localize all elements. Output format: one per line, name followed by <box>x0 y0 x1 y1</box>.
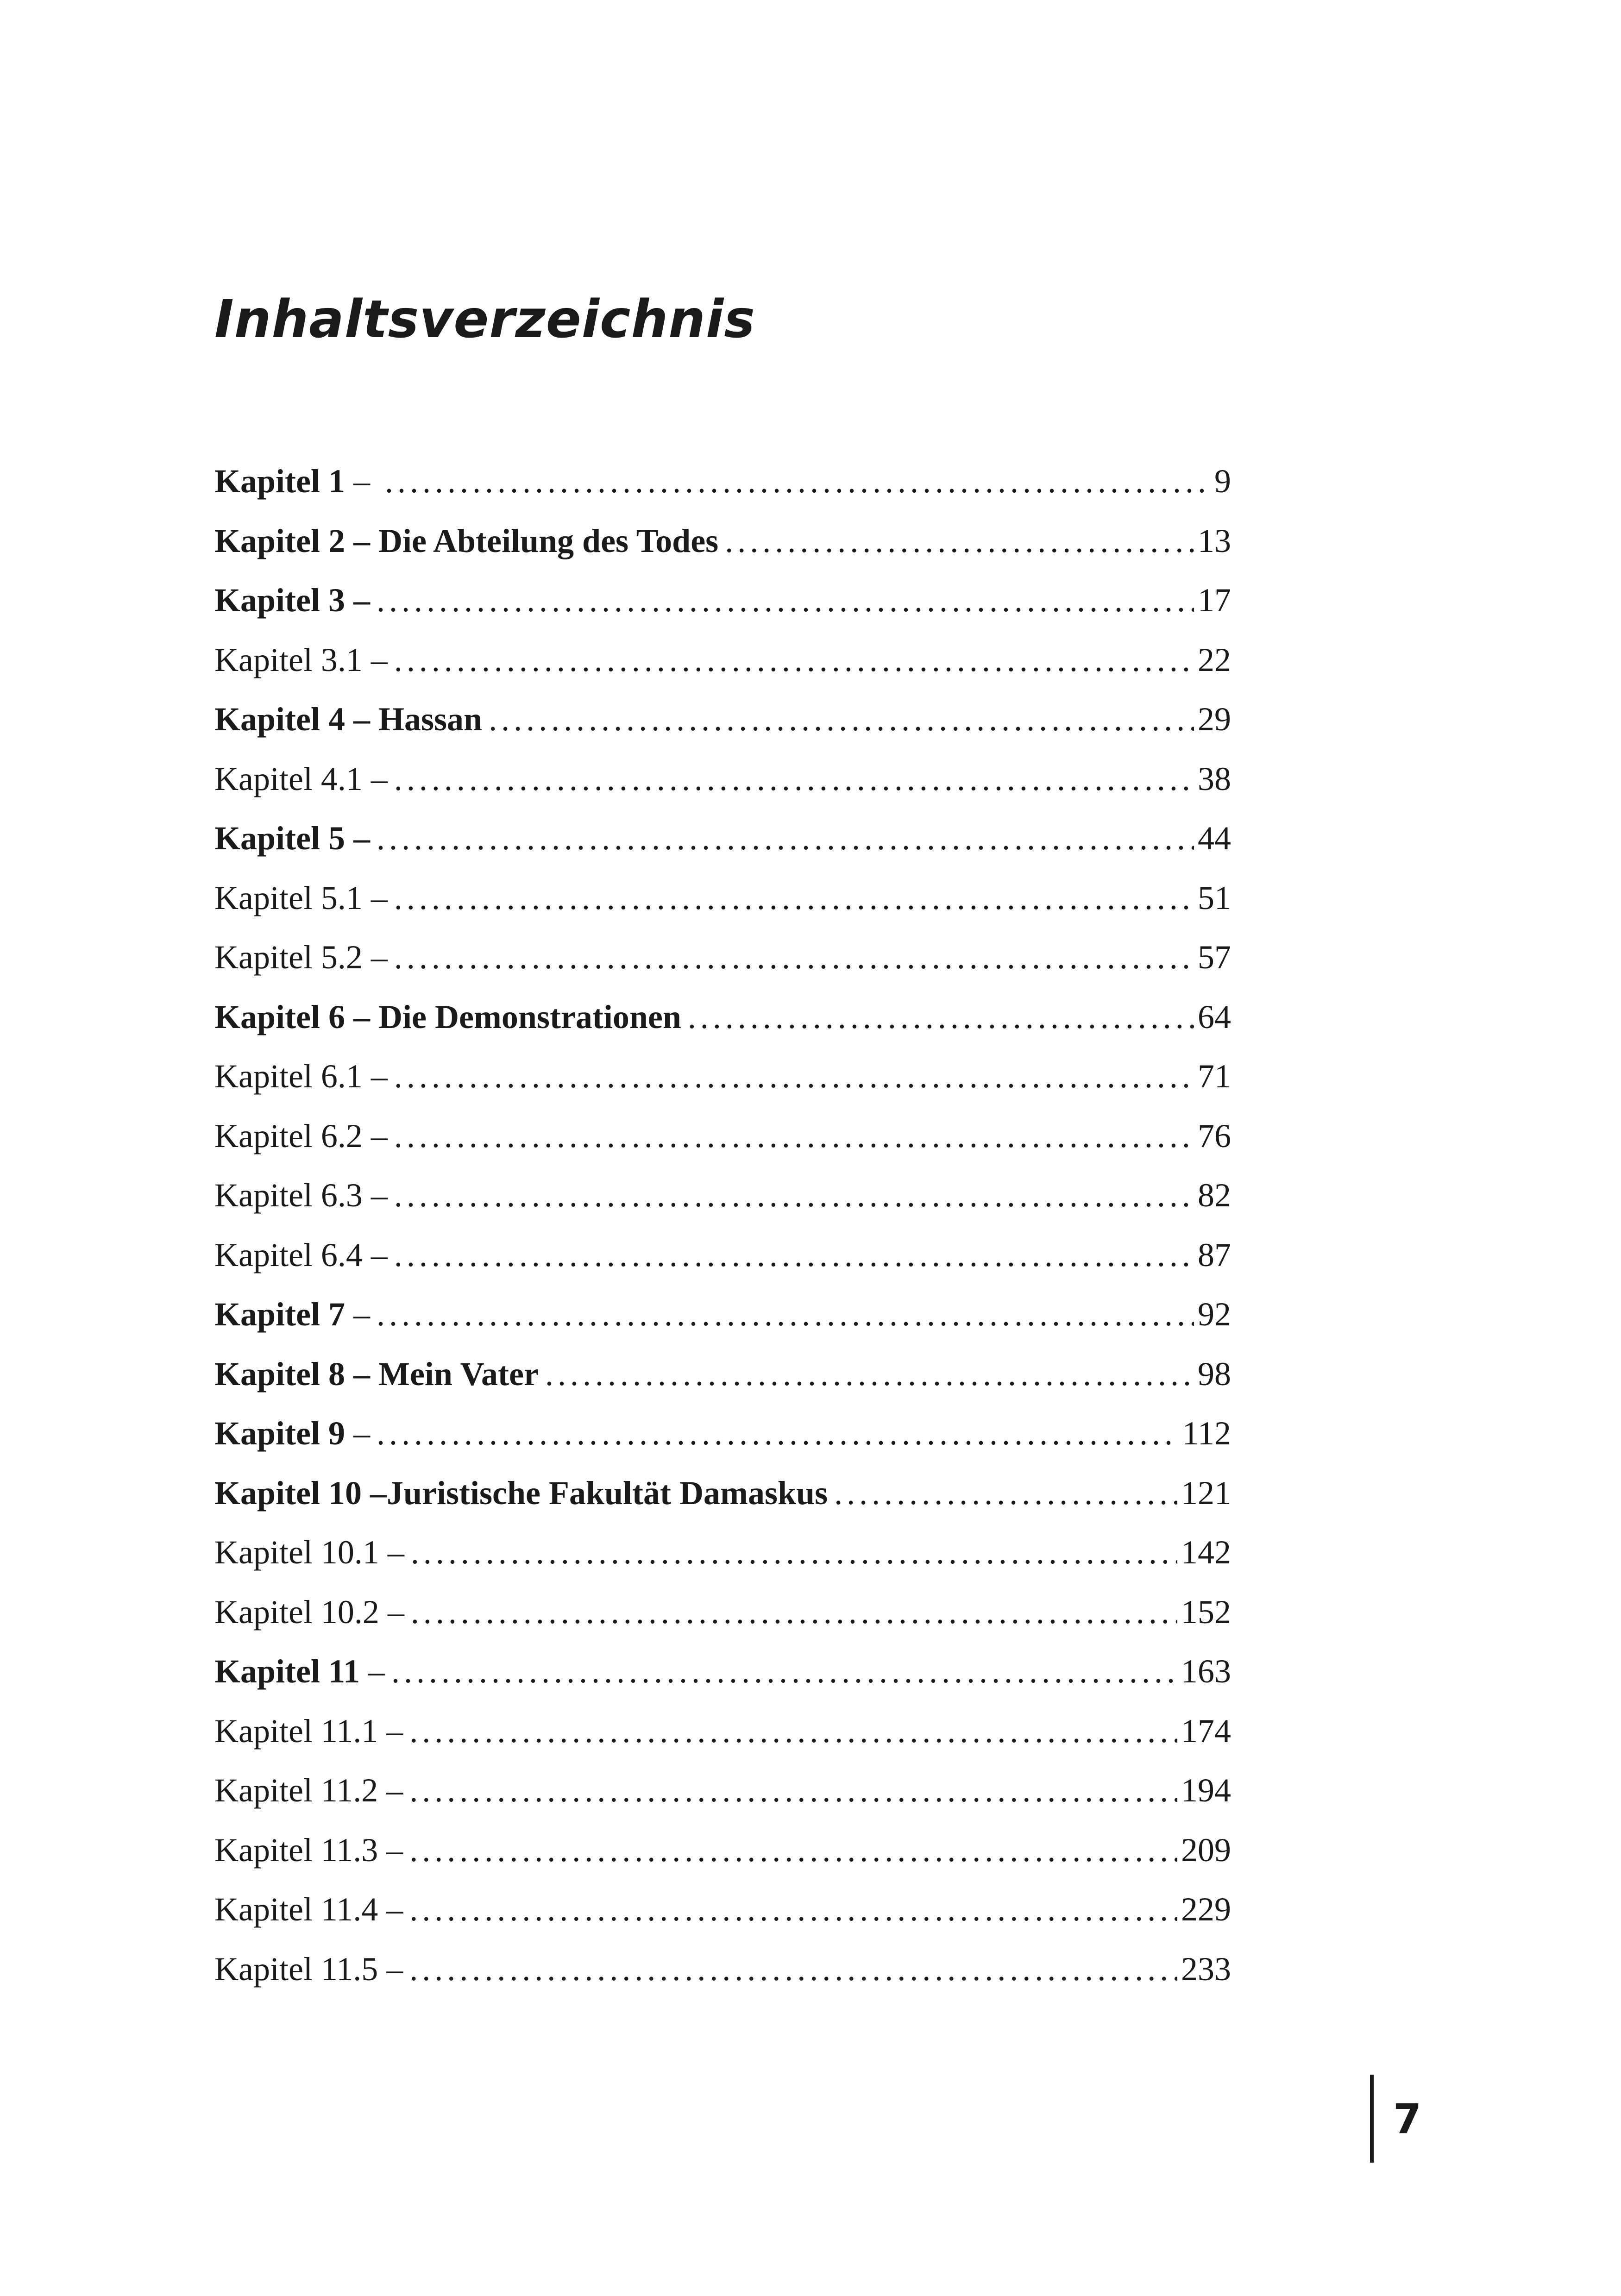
toc-dot-leader <box>394 630 1194 690</box>
toc-page-number: 71 <box>1198 1058 1231 1095</box>
toc-entry-title: Kapitel 6.4 – <box>214 1236 388 1273</box>
toc-entry-label <box>214 1166 388 1225</box>
toc-entry-title-bold: Kapitel 1 <box>214 463 345 500</box>
toc-entry <box>214 1880 1231 1939</box>
toc-page-number: 98 <box>1198 1355 1231 1393</box>
toc-dot-leader <box>409 1939 1177 1999</box>
toc-entry <box>214 1761 1231 1820</box>
toc-entry <box>214 1106 1231 1166</box>
toc-page-number: 22 <box>1198 641 1231 678</box>
toc-entry-label <box>214 690 482 749</box>
toc-entry <box>214 1404 1231 1463</box>
toc-dot-leader <box>409 1761 1177 1820</box>
toc-entry-title-bold: Kapitel 9 <box>214 1415 345 1452</box>
toc-entry-title: Kapitel 6.1 – <box>214 1058 388 1095</box>
toc-entry-title-bold: Kapitel 8 – Mein Vater <box>214 1355 539 1393</box>
toc-dot-leader <box>409 1701 1177 1761</box>
toc-page-number: 13 <box>1198 522 1231 559</box>
toc-entry-label <box>214 1344 539 1404</box>
toc-entry-label <box>214 1106 388 1166</box>
toc-entry-label <box>214 1939 403 1999</box>
toc-entry-label <box>214 1285 370 1344</box>
toc-page-number: 121 <box>1181 1474 1231 1512</box>
toc-page-number: 29 <box>1198 701 1231 738</box>
toc-entry <box>214 1939 1231 1999</box>
toc-entry <box>214 868 1231 928</box>
toc-dot-leader <box>394 1225 1194 1285</box>
toc-dot-leader <box>394 1047 1194 1106</box>
toc-entry-label <box>214 1225 388 1285</box>
toc-page-number: 17 <box>1198 582 1231 619</box>
page-number: 7 <box>1393 2095 1422 2143</box>
toc-entry <box>214 1582 1231 1642</box>
toc-entry-title: Kapitel 10.2 – <box>214 1593 404 1631</box>
toc-entry <box>214 1642 1231 1701</box>
toc-entry-label <box>214 1880 403 1939</box>
toc-entry-title: – <box>345 463 378 500</box>
toc-entry-title: Kapitel 4.1 – <box>214 760 388 797</box>
toc-entry-title: Kapitel 11.1 – <box>214 1712 403 1750</box>
toc-entry <box>214 690 1231 749</box>
toc-entry <box>214 1285 1231 1344</box>
toc-page-number: 76 <box>1198 1117 1231 1154</box>
toc-dot-leader <box>394 749 1194 809</box>
toc-entry-label <box>214 749 388 809</box>
toc-page-number: 87 <box>1198 1236 1231 1273</box>
toc-page-number: 209 <box>1181 1831 1231 1869</box>
toc-entry-label <box>214 1642 385 1701</box>
toc-entry <box>214 1047 1231 1106</box>
toc-dot-leader <box>489 690 1194 749</box>
toc-page-number: 152 <box>1181 1593 1231 1631</box>
toc-page-number: 163 <box>1181 1653 1231 1690</box>
toc-dot-leader <box>377 809 1194 868</box>
toc-page-number: 174 <box>1181 1712 1231 1750</box>
toc-dot-leader <box>377 571 1194 630</box>
toc-page-number: 112 <box>1182 1415 1231 1452</box>
toc-dot-leader <box>545 1344 1194 1404</box>
toc-entry-title-bold: Kapitel 4 – Hassan <box>214 701 483 738</box>
toc-page-number: 64 <box>1198 998 1231 1035</box>
toc-entry-label <box>214 987 681 1047</box>
toc-dot-leader <box>834 1463 1177 1523</box>
toc-entry-title: Kapitel 11.5 – <box>214 1950 403 1988</box>
toc-entry-label <box>214 1701 403 1761</box>
toc-entry-label <box>214 1404 370 1463</box>
toc-entry-title-bold: Kapitel 3 – <box>214 582 370 619</box>
toc-page-number: 82 <box>1198 1177 1231 1214</box>
toc-entry <box>214 1463 1231 1523</box>
toc-entry-title: Kapitel 11.4 – <box>214 1891 403 1928</box>
toc-entry-title: Kapitel 10.1 – <box>214 1534 404 1571</box>
toc-dot-leader <box>409 1880 1177 1939</box>
toc-entry-label <box>214 928 388 987</box>
toc-entry-title: Kapitel 11.3 – <box>214 1831 403 1869</box>
toc-entry <box>214 452 1231 511</box>
toc-entry-title-bold: Kapitel 10 –Juristische Fakultät Damaskus <box>214 1474 828 1512</box>
toc-dot-leader <box>394 928 1194 987</box>
toc-dot-leader <box>394 1166 1194 1225</box>
toc-entry-title: – <box>360 1653 385 1690</box>
toc-page-number: 9 <box>1214 463 1231 500</box>
toc-page-number: 38 <box>1198 760 1231 797</box>
page-marker <box>1370 2075 1421 2163</box>
toc-page-number: 51 <box>1198 879 1231 916</box>
page-number-rule <box>1370 2075 1374 2163</box>
toc-dot-leader <box>385 452 1211 511</box>
toc-entry <box>214 1701 1231 1761</box>
toc-dot-leader <box>377 1404 1179 1463</box>
toc-page-number: 142 <box>1181 1534 1231 1571</box>
toc-entry-label <box>214 630 388 690</box>
toc-entry-label <box>214 1582 404 1642</box>
toc-entry-label <box>214 452 378 511</box>
toc-entry-title: Kapitel 3.1 – <box>214 641 388 678</box>
toc-entry <box>214 1820 1231 1880</box>
toc-entry <box>214 928 1231 987</box>
toc-entry-label <box>214 868 388 928</box>
toc-entry <box>214 1225 1231 1285</box>
toc-entry <box>214 1344 1231 1404</box>
toc-page-number: 229 <box>1181 1891 1231 1928</box>
toc-dot-leader <box>394 868 1194 928</box>
toc-entry <box>214 1166 1231 1225</box>
toc-page-number: 233 <box>1181 1950 1231 1988</box>
toc-entry-label <box>214 511 718 571</box>
toc-entry <box>214 809 1231 868</box>
toc-entry-label <box>214 1047 388 1106</box>
toc-dot-leader <box>688 987 1194 1047</box>
toc-page-number: 44 <box>1198 820 1231 857</box>
toc-dot-leader <box>411 1523 1177 1582</box>
toc-entry-title: Kapitel 5.1 – <box>214 879 388 916</box>
toc-entry-title-bold: Kapitel 11 <box>214 1653 360 1690</box>
toc-entry-title: Kapitel 5.2 – <box>214 939 388 976</box>
toc-entry <box>214 1523 1231 1582</box>
toc-list <box>214 452 1231 1999</box>
toc-page-number: 194 <box>1181 1772 1231 1809</box>
toc-entry-title: Kapitel 6.2 – <box>214 1117 388 1154</box>
toc-entry-label <box>214 1820 403 1880</box>
toc-title: Inhaltsverzeichnis <box>214 289 755 350</box>
toc-page-number: 57 <box>1198 939 1231 976</box>
toc-dot-leader <box>725 511 1194 571</box>
toc-entry-label <box>214 809 370 868</box>
toc-entry-label <box>214 1463 828 1523</box>
toc-page-number: 92 <box>1198 1296 1231 1333</box>
toc-dot-leader <box>377 1285 1194 1344</box>
toc-entry-title-bold: Kapitel 2 – Die Abteilung des Todes <box>214 522 719 559</box>
toc-entry-title-bold: Kapitel 7 <box>214 1296 345 1333</box>
toc-entry-title: – <box>345 1296 370 1333</box>
toc-entry-title-bold: Kapitel 6 – Die Demonstrationen <box>214 998 681 1035</box>
toc-entry <box>214 749 1231 809</box>
toc-entry-label <box>214 1761 403 1820</box>
toc-entry <box>214 571 1231 630</box>
toc-entry-label <box>214 571 370 630</box>
toc-entry-title: Kapitel 6.3 – <box>214 1177 388 1214</box>
toc-dot-leader <box>411 1582 1177 1642</box>
toc-entry <box>214 987 1231 1047</box>
toc-dot-leader <box>394 1106 1194 1166</box>
toc-entry-title: – <box>345 1415 370 1452</box>
toc-dot-leader <box>409 1820 1177 1880</box>
toc-entry-label <box>214 1523 404 1582</box>
toc-entry <box>214 630 1231 690</box>
toc-dot-leader <box>391 1642 1177 1701</box>
toc-entry-title: Kapitel 11.2 – <box>214 1772 403 1809</box>
toc-entry <box>214 511 1231 571</box>
toc-entry-title-bold: Kapitel 5 – <box>214 820 370 857</box>
